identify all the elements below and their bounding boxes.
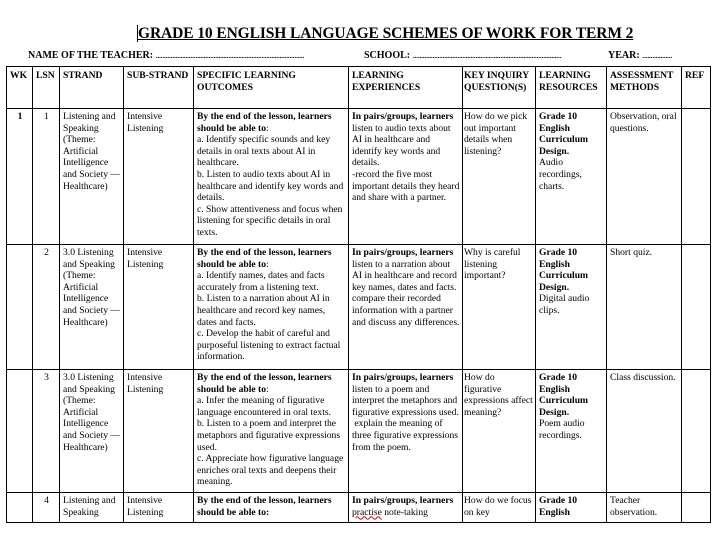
resources-bold: Grade 10 English Curriculum Design. <box>539 372 589 418</box>
document-title: GRADE 10 ENGLISH LANGUAGE SCHEMES OF WORK FOR TERM 2 <box>138 25 634 42</box>
cell-sub-strand[interactable]: Intensive Listening <box>124 109 194 245</box>
cell-strand[interactable]: 3.0 Listening and Speaking (Theme: Artificial Intelligence and Society — Healthcare) <box>60 245 124 370</box>
cell-key-question[interactable]: How do figurative expressions affect meaning? <box>463 370 536 493</box>
header-ref: REF <box>682 67 711 109</box>
teacher-label: NAME OF THE TEACHER: <box>28 50 154 61</box>
outcome-item: a. Infer the meaning of figurative language encountered in oral texts. <box>197 395 331 418</box>
header-resources: LEARNING RESOURCES <box>536 67 607 109</box>
resources-text: Digital audio clips. <box>539 293 590 316</box>
table-row <box>7 109 711 245</box>
outcomes-intro: By the end of the lesson, learners should be able to <box>197 372 332 395</box>
resources-text: Audio recordings, charts. <box>539 157 582 192</box>
cell-resources[interactable] <box>536 109 607 245</box>
outcomes-colon: : <box>266 258 269 270</box>
experience-item: listen to audio texts about AI in healthcare and identify key words and details. <box>352 122 451 169</box>
cell-ref[interactable] <box>682 109 711 245</box>
cell-key-question[interactable]: How do we focus on key <box>463 493 536 523</box>
table-row <box>7 370 711 493</box>
cell-strand[interactable]: Listening and Speaking <box>60 493 124 523</box>
cell-assessment[interactable]: Observation, oral questions. <box>607 109 682 245</box>
cell-key-question[interactable]: Why is careful listening important? <box>463 245 536 370</box>
experience-text: note-taking <box>381 506 428 518</box>
cell-resources[interactable] <box>536 493 607 523</box>
cell-sub-strand[interactable]: Intensive Listening <box>124 493 194 523</box>
experience-item: listen to a poem and interpret the metaphors and figurative expressions used. <box>352 383 459 418</box>
cell-sub-strand[interactable]: Intensive Listening <box>124 245 194 370</box>
outcome-item: a. Identify specific sounds and key details in oral texts about AI in healthcare. <box>197 134 331 169</box>
cell-wk[interactable] <box>7 370 33 493</box>
cell-resources[interactable] <box>536 245 607 370</box>
resources-text: Poem audio recordings. <box>539 418 585 441</box>
outcomes-colon: : <box>266 122 269 134</box>
outcome-item: c. Develop the habit of careful and purposeful listening to extract factual information. <box>197 328 341 363</box>
outcome-item: b. Listen to a narration about AI in healthcare and record key names, dates and facts. <box>197 293 330 328</box>
cell-wk[interactable]: 1 <box>7 109 33 245</box>
experience-item: explain the meaning of three figurative expressions from the poem. <box>352 418 461 453</box>
cell-experiences[interactable] <box>349 109 463 245</box>
cell-assessment[interactable]: Short quiz. <box>607 245 682 370</box>
header-assessment: ASSESSMENT METHODS <box>607 67 682 109</box>
year-field[interactable] <box>608 50 672 61</box>
cell-lsn[interactable]: 2 <box>33 245 60 370</box>
table-row <box>7 493 711 523</box>
outcomes-intro: By the end of the lesson, learners should be able to: <box>197 495 332 518</box>
cell-outcomes[interactable] <box>194 245 349 370</box>
header-sub-strand: SUB-STRAND <box>124 67 194 109</box>
schemes-table <box>6 66 711 523</box>
school-label: SCHOOL: <box>364 50 411 61</box>
experiences-intro: In pairs/groups, learners <box>352 495 454 506</box>
school-field[interactable] <box>364 50 561 61</box>
cell-lsn[interactable]: 4 <box>33 493 60 523</box>
cell-wk[interactable] <box>7 493 33 523</box>
outcome-item: c. Appreciate how figurative language enriches oral texts and deepens their meaning. <box>197 453 344 488</box>
header-experiences: LEARNING EXPERIENCES <box>349 67 463 109</box>
cell-key-question[interactable]: How do we pick out important details when listening? <box>463 109 536 245</box>
cell-assessment[interactable]: Teacher observation. <box>607 493 682 523</box>
cell-strand[interactable]: 3.0 Listening and Speaking (Theme: Artificial Intelligence and Society — Healthcare) <box>60 370 124 493</box>
teacher-name-field[interactable] <box>28 50 304 61</box>
cell-lsn[interactable]: 1 <box>33 109 60 245</box>
outcome-item: b. Listen to a poem and interpret the metaphors and figurative expressions used. <box>197 418 341 453</box>
outcomes-colon: : <box>266 383 269 395</box>
cell-resources[interactable] <box>536 370 607 493</box>
resources-bold: Grade 10 English Curriculum Design. <box>539 247 589 293</box>
experience-item: compare their recorded information with a partner and discuss any differences. <box>352 293 460 328</box>
teacher-dots: .......................................................................................... <box>155 50 305 60</box>
cell-lsn[interactable]: 3 <box>33 370 60 493</box>
outcome-item: c. Show attentiveness and focus when listening for specific details in oral texts. <box>197 203 343 238</box>
cell-outcomes[interactable] <box>194 493 349 523</box>
outcomes-intro: By the end of the lesson, learners should be able to <box>197 111 332 134</box>
experiences-intro: In pairs/groups, learners <box>352 372 454 383</box>
header-strand: STRAND <box>60 67 124 109</box>
cell-experiences[interactable] <box>349 493 463 523</box>
school-dots: .......................................................................................... <box>412 50 562 60</box>
header-row <box>7 67 711 109</box>
header-lsn: LSN <box>33 67 60 109</box>
year-dots: .................. <box>642 50 672 60</box>
year-label: YEAR: <box>608 50 640 61</box>
cell-wk[interactable] <box>7 245 33 370</box>
table-row <box>7 245 711 370</box>
header-outcomes: SPECIFIC LEARNING OUTCOMES <box>194 67 349 109</box>
cell-ref[interactable] <box>682 370 711 493</box>
resources-bold: Grade 10 English <box>539 495 578 518</box>
cell-experiences[interactable] <box>349 245 463 370</box>
cell-strand[interactable]: Listening and Speaking (Theme: Artificial Intelligence and Society — Healthcare) <box>60 109 124 245</box>
outcome-item: a. Identify names, dates and facts accurately from a listening text. <box>197 270 325 293</box>
cell-outcomes[interactable] <box>194 109 349 245</box>
outcomes-intro: By the end of the lesson, learners should be able to <box>197 247 332 270</box>
cell-ref[interactable] <box>682 245 711 370</box>
cell-sub-strand[interactable]: Intensive Listening <box>124 370 194 493</box>
experience-item: -record the five most important details they heard and share with a partner. <box>352 168 460 204</box>
outcome-item: b. Listen to audio texts about AI in healthcare and identify key words and details. <box>197 168 344 204</box>
cell-ref[interactable] <box>682 493 711 523</box>
cell-assessment[interactable]: Class discussion. <box>607 370 682 493</box>
spelling-error-word[interactable]: practise <box>352 506 382 518</box>
cell-outcomes[interactable] <box>194 370 349 493</box>
experiences-intro: In pairs/groups, learners <box>352 111 454 122</box>
experiences-intro: In pairs/groups, learners <box>352 247 454 258</box>
header-key-question: KEY INQUIRY QUESTION(S) <box>463 67 536 109</box>
cell-experiences[interactable] <box>349 370 463 493</box>
resources-bold: Grade 10 English Curriculum Design. <box>539 111 589 157</box>
header-wk: WK <box>7 67 33 109</box>
experience-item: listen to a narration about AI in healthcare and record key names, dates and facts. <box>352 258 457 293</box>
